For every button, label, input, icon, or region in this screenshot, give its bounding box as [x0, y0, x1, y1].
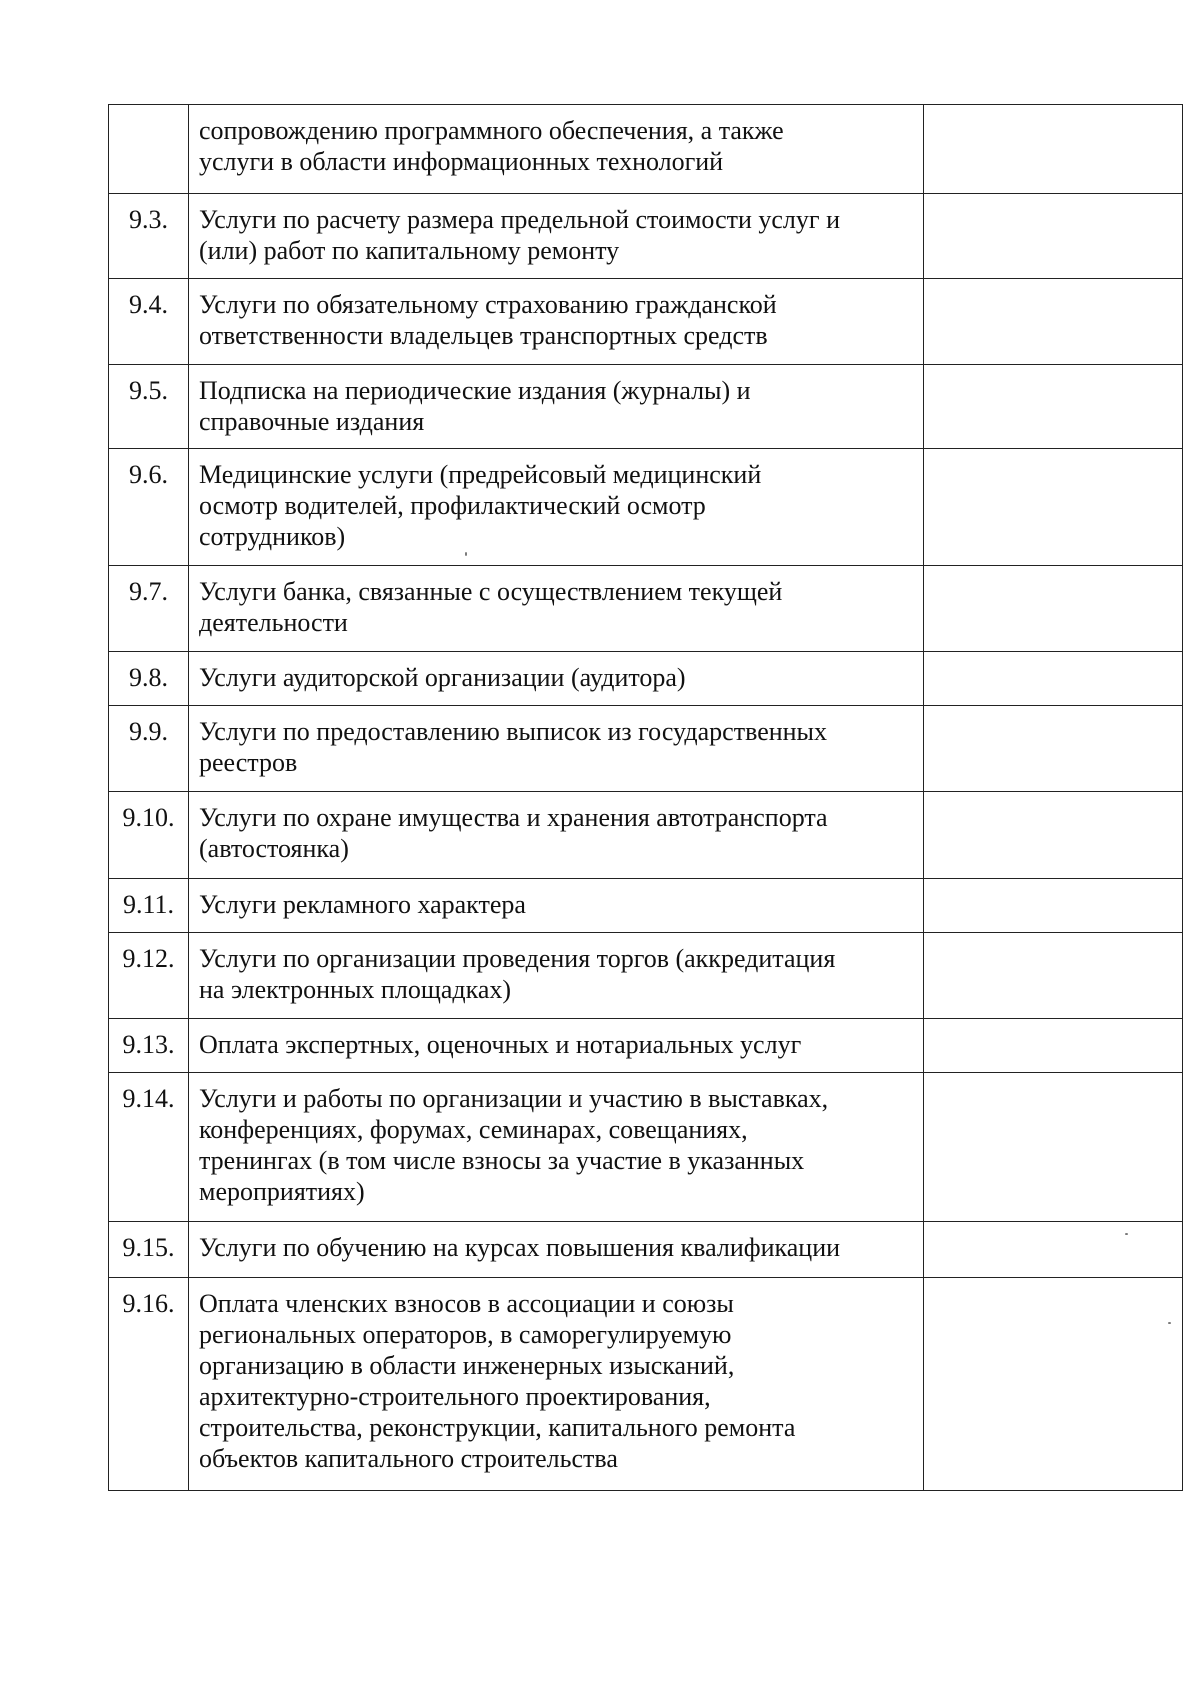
table-row: [109, 879, 1183, 933]
service-description: Медицинские услуги (предрейсовый медицинский осмотр водителей, профилактический осмотр сотрудников): [189, 449, 924, 566]
empty-cell: [924, 1073, 1183, 1222]
table-row: [109, 933, 1183, 1019]
empty-cell: [924, 194, 1183, 279]
table-row: [109, 1019, 1183, 1073]
service-description: Оплата экспертных, оценочных и нотариальных услуг: [189, 1019, 924, 1073]
empty-cell: [924, 652, 1183, 706]
service-description: сопровождению программного обеспечения, а также услуги в области информационных технологий: [189, 105, 924, 194]
table-row: [109, 1073, 1183, 1222]
service-description: Услуги по обучению на курсах повышения квалификации: [189, 1222, 924, 1278]
empty-cell: [924, 933, 1183, 1019]
scan-speck: [1125, 1233, 1128, 1235]
row-number: 9.9.: [109, 706, 189, 792]
row-number: 9.12.: [109, 933, 189, 1019]
row-number: 9.11.: [109, 879, 189, 933]
service-description: Услуги по обязательному страхованию гражданской ответственности владельцев транспортных средств: [189, 279, 924, 365]
empty-cell: [924, 792, 1183, 879]
row-number: 9.7.: [109, 566, 189, 652]
row-number: 9.15.: [109, 1222, 189, 1278]
empty-cell: [924, 279, 1183, 365]
table-row: [109, 279, 1183, 365]
row-number: 9.8.: [109, 652, 189, 706]
empty-cell: [924, 105, 1183, 194]
table-row: [109, 449, 1183, 566]
service-description: Услуги по предоставлению выписок из государственных реестров: [189, 706, 924, 792]
empty-cell: [924, 1019, 1183, 1073]
service-description: Услуги банка, связанные с осуществлением текущей деятельности: [189, 566, 924, 652]
row-number: 9.3.: [109, 194, 189, 279]
row-number: 9.13.: [109, 1019, 189, 1073]
service-description: Услуги аудиторской организации (аудитора): [189, 652, 924, 706]
row-number: 9.6.: [109, 449, 189, 566]
table-row: [109, 652, 1183, 706]
table-row: [109, 566, 1183, 652]
table-row: [109, 1278, 1183, 1491]
services-table: [108, 104, 1183, 1491]
empty-cell: [924, 1222, 1183, 1278]
row-number: 9.14.: [109, 1073, 189, 1222]
row-number: 9.16.: [109, 1278, 189, 1491]
table-row: [109, 792, 1183, 879]
table-row: [109, 194, 1183, 279]
service-description: Услуги и работы по организации и участию в выставках, конференциях, форумах, семинарах, совещаниях, тренингах (в том числе взносы за участие в указанных мероприятиях): [189, 1073, 924, 1222]
service-description: Услуги по охране имущества и хранения автотранспорта (автостоянка): [189, 792, 924, 879]
scan-speck: [1168, 1322, 1171, 1324]
table-row: [109, 365, 1183, 449]
table-row: [109, 706, 1183, 792]
row-number: 9.10.: [109, 792, 189, 879]
scan-speck: [465, 552, 467, 556]
service-description: Подписка на периодические издания (журналы) и справочные издания: [189, 365, 924, 449]
row-number: 9.4.: [109, 279, 189, 365]
empty-cell: [924, 566, 1183, 652]
service-description: Услуги рекламного характера: [189, 879, 924, 933]
empty-cell: [924, 1278, 1183, 1491]
empty-cell: [924, 449, 1183, 566]
row-number: [109, 105, 189, 194]
empty-cell: [924, 879, 1183, 933]
row-number: 9.5.: [109, 365, 189, 449]
service-description: Оплата членских взносов в ассоциации и союзы региональных операторов, в саморегулируемую организацию в области инженерных изысканий, архитектурно-строительного проектирования, строительства, реконструкции, капитального ремонта объектов капитального строительства: [189, 1278, 924, 1491]
empty-cell: [924, 365, 1183, 449]
service-description: Услуги по расчету размера предельной стоимости услуг и (или) работ по капитальному ремонту: [189, 194, 924, 279]
table-row: [109, 105, 1183, 194]
service-description: Услуги по организации проведения торгов (аккредитация на электронных площадках): [189, 933, 924, 1019]
empty-cell: [924, 706, 1183, 792]
table-row: [109, 1222, 1183, 1278]
services-table-body: [109, 105, 1183, 1491]
